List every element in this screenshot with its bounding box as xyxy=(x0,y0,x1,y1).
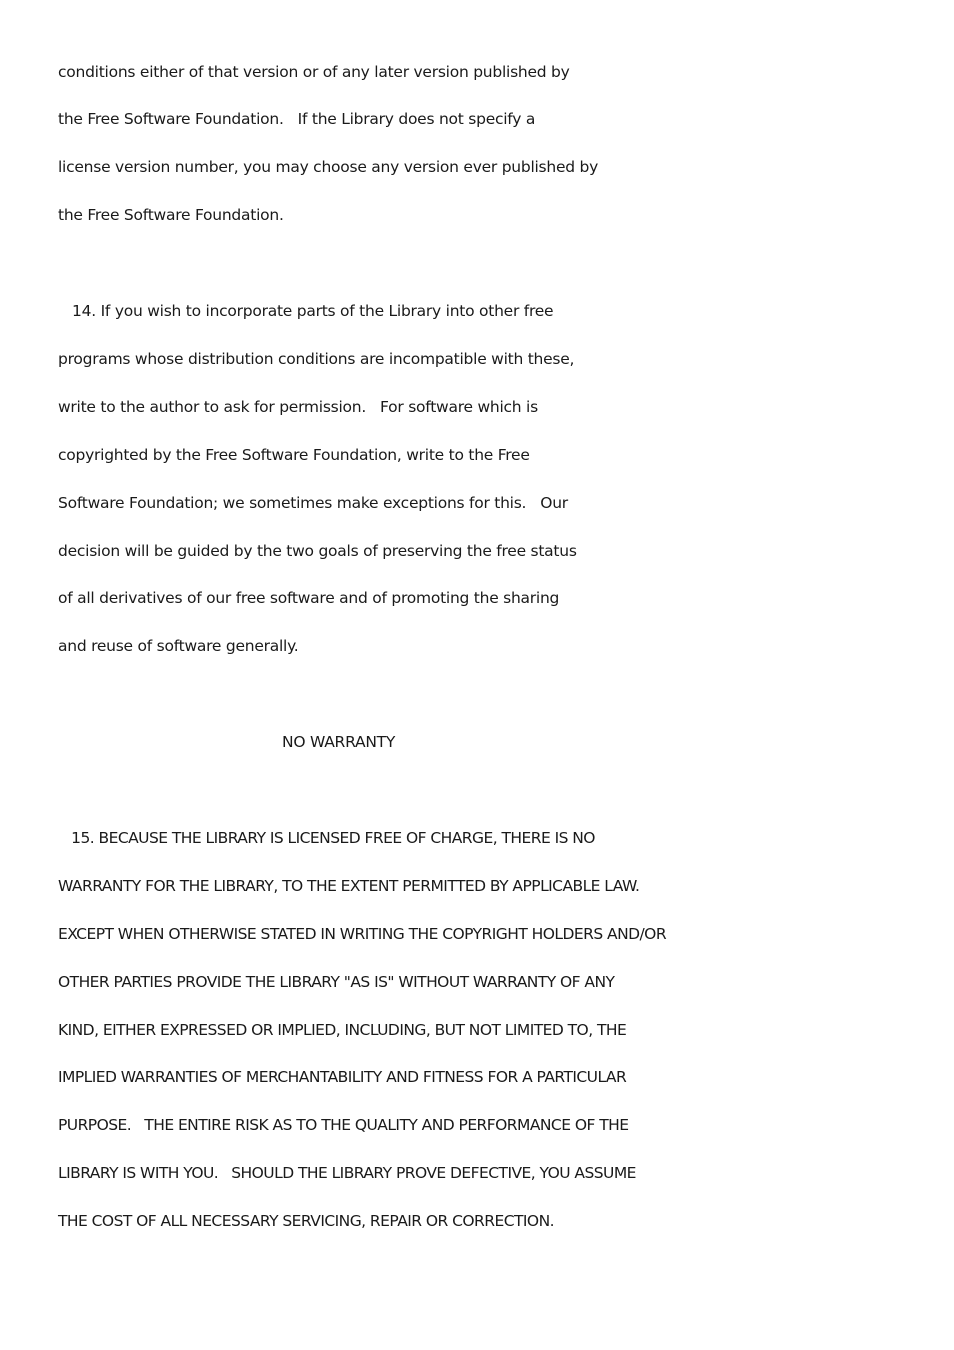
section-15-first-line: 15. BECAUSE THE LIBRARY IS LICENSED FREE OF CHARGE, THERE IS NO xyxy=(58,829,595,847)
text-line: WARRANTY FOR THE LIBRARY, TO THE EXTENT PERMITTED BY APPLICABLE LAW. xyxy=(58,877,640,895)
no-warranty-heading: NO WARRANTY xyxy=(282,733,396,751)
text-line: and reuse of software generally. xyxy=(58,637,299,655)
text-line: decision will be guided by the two goals of preserving the free status xyxy=(58,542,577,560)
text-line: EXCEPT WHEN OTHERWISE STATED IN WRITING THE COPYRIGHT HOLDERS AND/OR xyxy=(58,925,667,943)
text-line: conditions either of that version or of any later version published by xyxy=(58,63,570,81)
text-line: copyrighted by the Free Software Foundation, write to the Free xyxy=(58,446,530,464)
text-line: the Free Software Foundation. xyxy=(58,206,284,224)
text-line: PURPOSE. THE ENTIRE RISK AS TO THE QUALITY AND PERFORMANCE OF THE xyxy=(58,1116,629,1134)
text-line: Software Foundation; we sometimes make exceptions for this. Our xyxy=(58,494,568,512)
text-line: KIND, EITHER EXPRESSED OR IMPLIED, INCLUDING, BUT NOT LIMITED TO, THE xyxy=(58,1021,627,1039)
section-14-first-line: 14. If you wish to incorporate parts of the Library into other free xyxy=(58,302,554,320)
text-line: IMPLIED WARRANTIES OF MERCHANTABILITY AND FITNESS FOR A PARTICULAR xyxy=(58,1068,627,1086)
text-line: of all derivatives of our free software and of promoting the sharing xyxy=(58,589,560,607)
text-line: write to the author to ask for permission. For software which is xyxy=(58,398,538,416)
text-line: OTHER PARTIES PROVIDE THE LIBRARY "AS IS" WITHOUT WARRANTY OF ANY xyxy=(58,973,615,991)
text-line: the Free Software Foundation. If the Library does not specify a xyxy=(58,110,536,128)
text-line: LIBRARY IS WITH YOU. SHOULD THE LIBRARY PROVE DEFECTIVE, YOU ASSUME xyxy=(58,1164,636,1182)
text-line: programs whose distribution conditions are incompatible with these, xyxy=(58,350,575,368)
text-line: THE COST OF ALL NECESSARY SERVICING, REPAIR OR CORRECTION. xyxy=(58,1212,555,1230)
text-line: license version number, you may choose any version ever published by xyxy=(58,158,599,176)
